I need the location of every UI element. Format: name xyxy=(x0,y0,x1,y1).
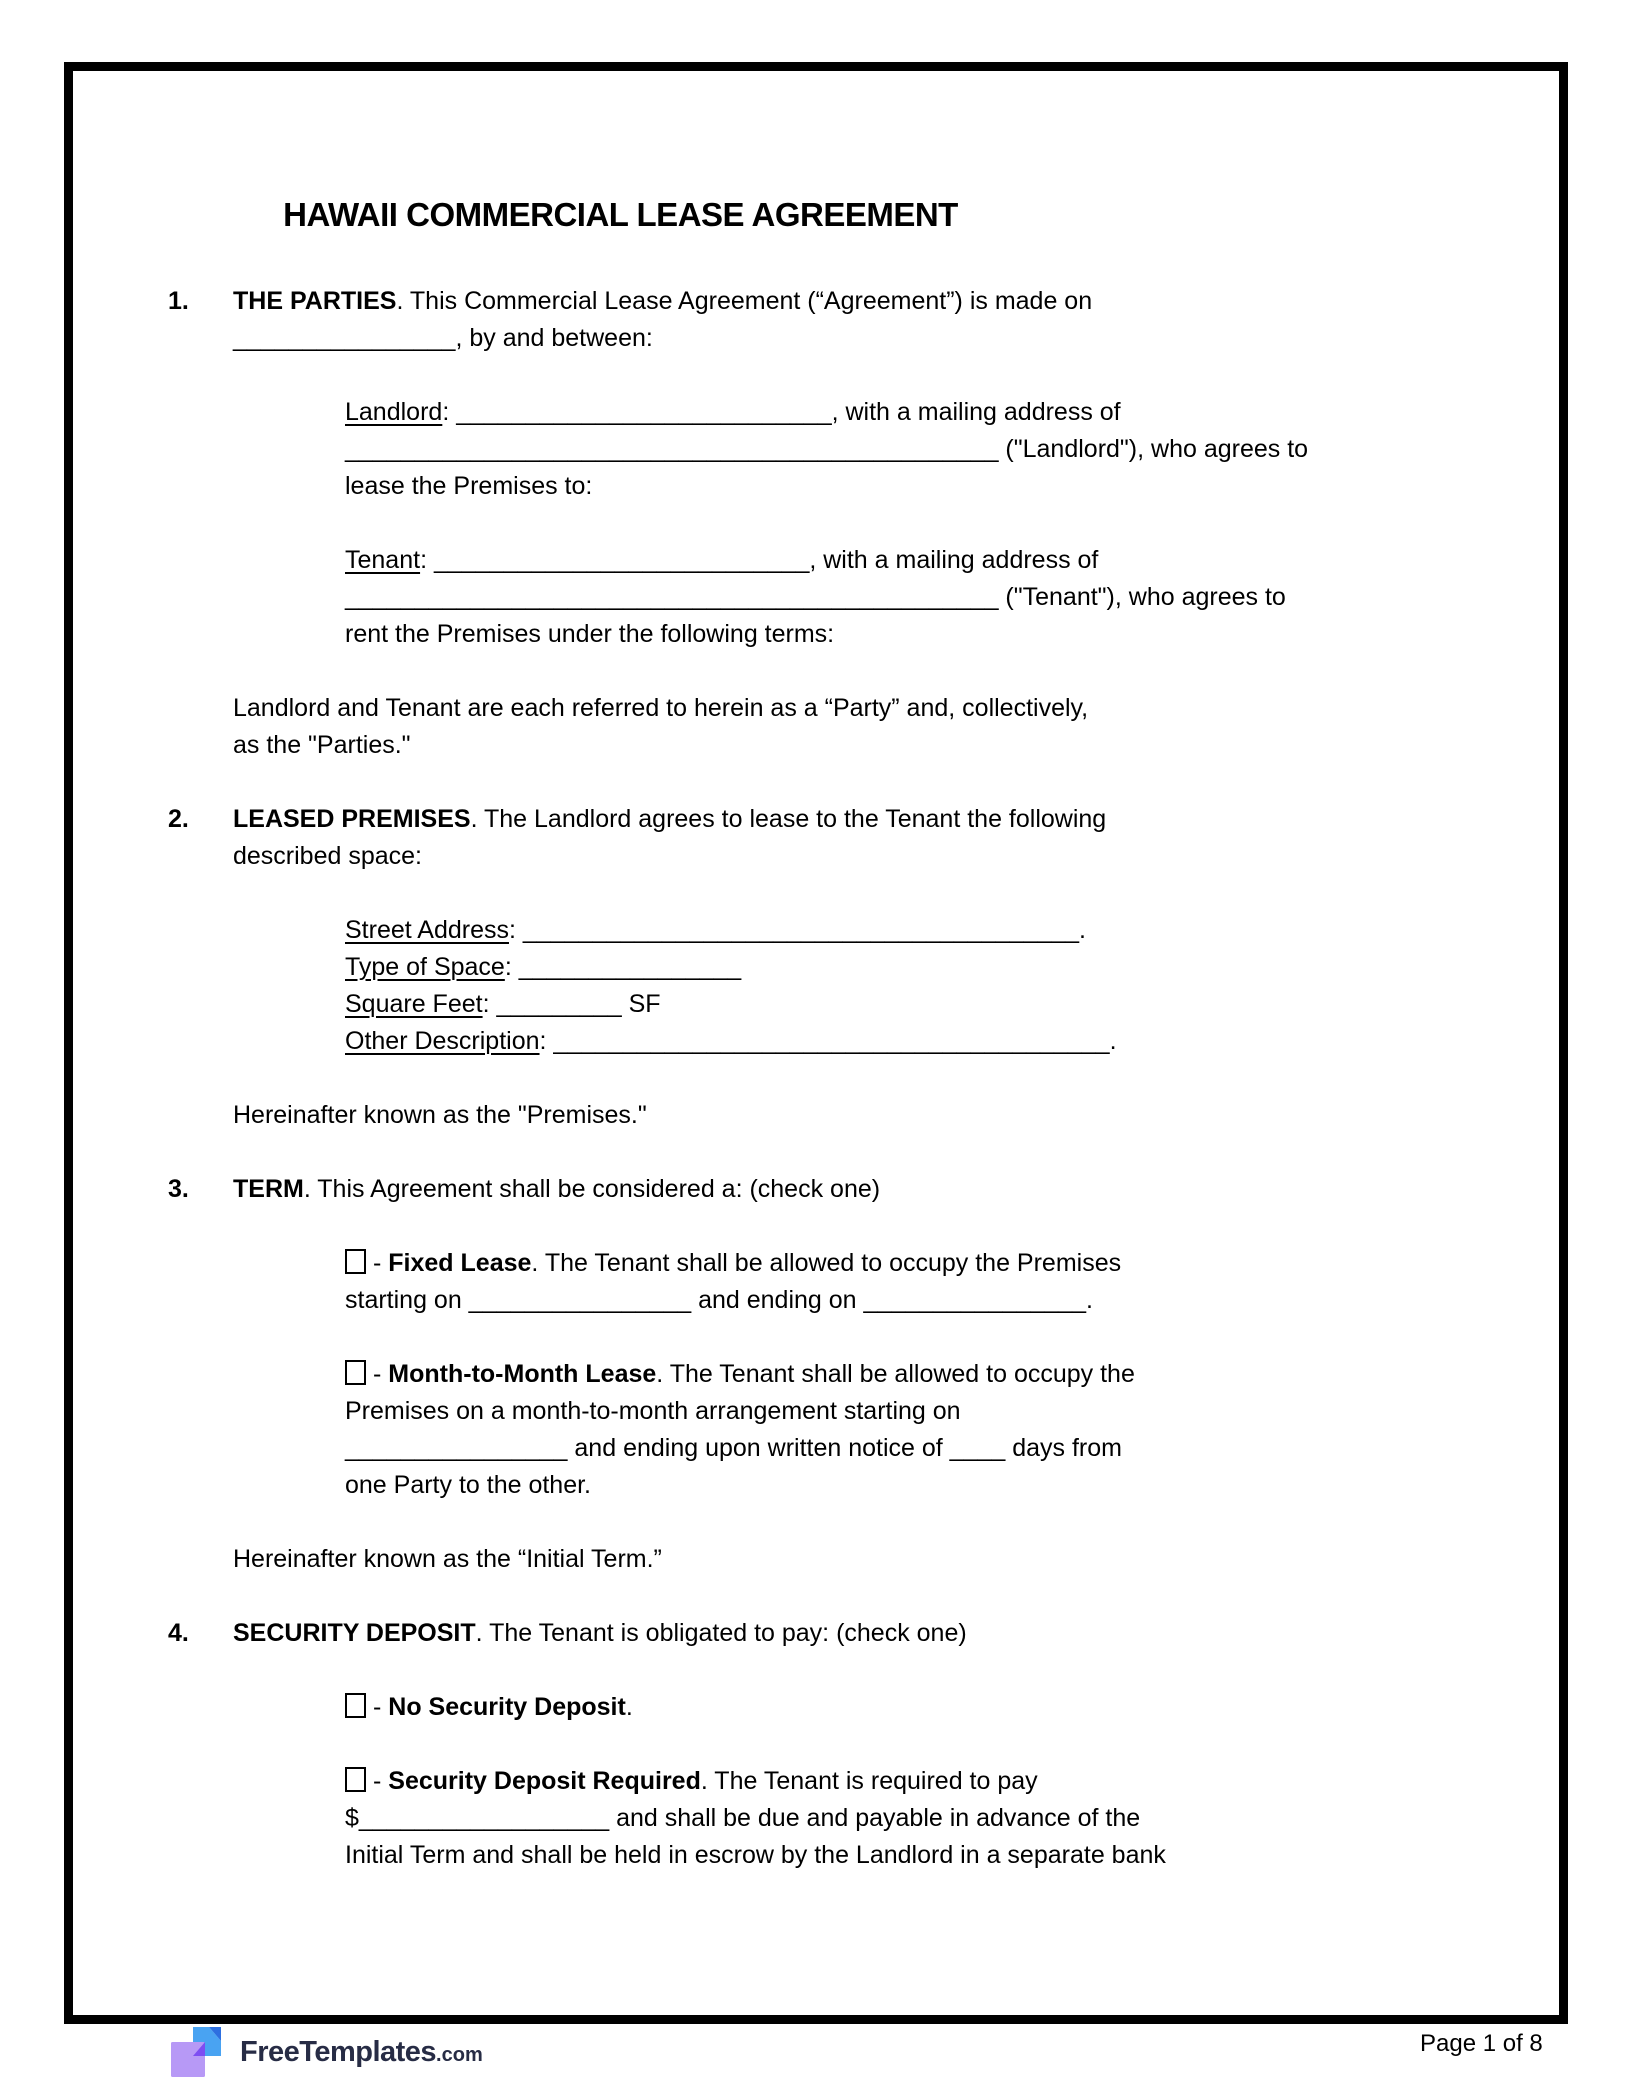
fixed-lease-dates-blank-line: starting on ________________ and ending on ________________. xyxy=(345,1286,1093,1314)
type-of-space-label: Type of Space xyxy=(345,953,505,981)
separator: - xyxy=(373,1249,389,1277)
text-line: Initial Term and shall be held in escrow by the Landlord in a separate bank xyxy=(345,1841,1166,1869)
separator: - xyxy=(373,1693,389,1721)
tenant-clause xyxy=(345,542,1286,653)
page-number: Page 1 of 8 xyxy=(1420,2030,1543,2057)
parties-note xyxy=(233,690,1089,764)
text-line xyxy=(233,1171,1073,1208)
section-leased-premises-intro: . The Landlord agrees to lease to the Tenant the following xyxy=(470,805,1107,833)
section-security-deposit-intro: . The Tenant is obligated to pay: (check one) xyxy=(475,1619,967,1647)
freetemplates-logo-icon xyxy=(168,2024,224,2080)
separator: - xyxy=(373,1360,389,1388)
text-line: Hereinafter known as the "Premises." xyxy=(233,1101,647,1129)
premises-note xyxy=(233,1097,1073,1134)
landlord-label: Landlord xyxy=(345,398,443,426)
other-description-label: Other Description xyxy=(345,1027,540,1055)
month-to-month-text: . The Tenant shall be allowed to occupy the xyxy=(656,1360,1135,1388)
text-line: rent the Premises under the following terms: xyxy=(345,620,835,648)
fixed-lease-text: . The Tenant shall be allowed to occupy the Premises xyxy=(531,1249,1122,1277)
agreement-date-blank-line: ________________, by and between: xyxy=(233,324,653,352)
text-line: lease the Premises to: xyxy=(345,472,593,500)
section-term-heading: TERM xyxy=(233,1175,304,1203)
security-deposit-required-text: . The Tenant is required to pay xyxy=(700,1767,1038,1795)
section-security-deposit-heading: SECURITY DEPOSIT xyxy=(233,1619,476,1647)
initial-term-note xyxy=(233,1541,1073,1578)
section-parties-number: 1. xyxy=(168,287,189,315)
no-security-deposit-checkbox[interactable] xyxy=(345,1693,366,1718)
text-line: Hereinafter known as the “Initial Term.” xyxy=(233,1545,662,1573)
text-line xyxy=(345,1689,1073,1726)
logo-wordmark xyxy=(240,2036,483,2069)
month-to-month-option xyxy=(345,1356,1135,1504)
month-to-month-label: Month-to-Month Lease xyxy=(388,1360,657,1388)
text-line xyxy=(345,1245,1122,1282)
logo-tld-text: .com xyxy=(436,2043,483,2066)
other-description-blank: : ________________________________________. xyxy=(539,1027,1117,1055)
section-leased-premises-heading: LEASED PREMISES xyxy=(233,805,471,833)
landlord-address-blank-line: _______________________________________________ ("Landlord"), who agrees to xyxy=(345,435,1309,463)
text-line: Landlord and Tenant are each referred to herein as a “Party” and, collectively, xyxy=(233,694,1089,722)
street-address-label: Street Address xyxy=(345,916,509,944)
section-security-deposit-number: 4. xyxy=(168,1619,189,1647)
landlord-clause xyxy=(345,394,1309,505)
no-security-deposit-option xyxy=(345,1689,1073,1726)
month-to-month-checkbox[interactable] xyxy=(345,1360,366,1385)
security-deposit-required-option xyxy=(345,1763,1166,1874)
street-address-blank: : ________________________________________. xyxy=(508,916,1086,944)
section-term-body xyxy=(233,1171,1073,1208)
tenant-address-blank-line: _______________________________________________ ("Tenant"), who agrees to xyxy=(345,583,1286,611)
deposit-amount-blank-line: $__________________ and shall be due and payable in advance of the xyxy=(345,1804,1141,1832)
tenant-name-blank-line: : ___________________________, with a mailing address of xyxy=(420,546,1099,574)
no-security-deposit-text: . xyxy=(625,1693,633,1721)
text-line xyxy=(345,1763,1073,1800)
section-term xyxy=(168,1171,1073,1208)
section-term-intro: . This Agreement shall be considered a: (check one) xyxy=(303,1175,881,1203)
text-line: Premises on a month-to-month arrangement starting on xyxy=(345,1397,961,1425)
text-line xyxy=(233,1615,1073,1652)
text-line xyxy=(345,1356,1135,1393)
street-address-field xyxy=(345,912,1086,949)
fixed-lease-option xyxy=(345,1245,1122,1319)
section-parties-body xyxy=(233,283,1093,357)
month-to-month-blank-line: ________________ and ending upon written notice of ____ days from xyxy=(345,1434,1122,1462)
fixed-lease-checkbox[interactable] xyxy=(345,1249,366,1274)
other-description-field xyxy=(345,1023,1117,1060)
type-of-space-field xyxy=(345,949,1073,986)
text-line xyxy=(233,801,1107,838)
section-term-number: 3. xyxy=(168,1175,189,1203)
security-deposit-required-label: Security Deposit Required xyxy=(388,1767,701,1795)
tenant-label: Tenant xyxy=(345,546,421,574)
section-leased-premises-body xyxy=(233,801,1107,875)
square-feet-label: Square Feet xyxy=(345,990,483,1018)
section-leased-premises-number: 2. xyxy=(168,805,189,833)
section-security-deposit xyxy=(168,1615,1073,1652)
fixed-lease-label: Fixed Lease xyxy=(388,1249,532,1277)
text-line: as the "Parties." xyxy=(233,731,411,759)
landlord-name-blank-line: : ___________________________, with a mailing address of xyxy=(442,398,1121,426)
type-of-space-blank: : ________________ xyxy=(504,953,742,981)
document-content xyxy=(168,71,1309,1911)
separator: - xyxy=(373,1767,389,1795)
section-leased-premises xyxy=(168,801,1107,875)
logo-purple-page xyxy=(171,2042,205,2077)
text-line xyxy=(345,542,1099,579)
section-parties xyxy=(168,283,1093,357)
page-border-frame xyxy=(64,62,1568,2068)
text-line xyxy=(345,394,1121,431)
logo-brand-text: FreeTemplates xyxy=(240,2035,437,2068)
document-title: HAWAII COMMERCIAL LEASE AGREEMENT xyxy=(283,196,958,233)
square-feet-blank: : _________ SF xyxy=(482,990,661,1018)
section-parties-heading: THE PARTIES xyxy=(233,287,397,315)
premises-fields xyxy=(345,912,1117,1060)
section-parties-intro: . This Commercial Lease Agreement (“Agreement”) is made on xyxy=(396,287,1093,315)
security-deposit-required-checkbox[interactable] xyxy=(345,1767,366,1792)
square-feet-field xyxy=(345,986,1073,1023)
text-line xyxy=(233,283,1093,320)
text-line: described space: xyxy=(233,842,423,870)
no-security-deposit-label: No Security Deposit xyxy=(388,1693,626,1721)
section-security-deposit-body xyxy=(233,1615,1073,1652)
text-line: one Party to the other. xyxy=(345,1471,591,1499)
freetemplates-logo[interactable] xyxy=(168,2024,483,2080)
